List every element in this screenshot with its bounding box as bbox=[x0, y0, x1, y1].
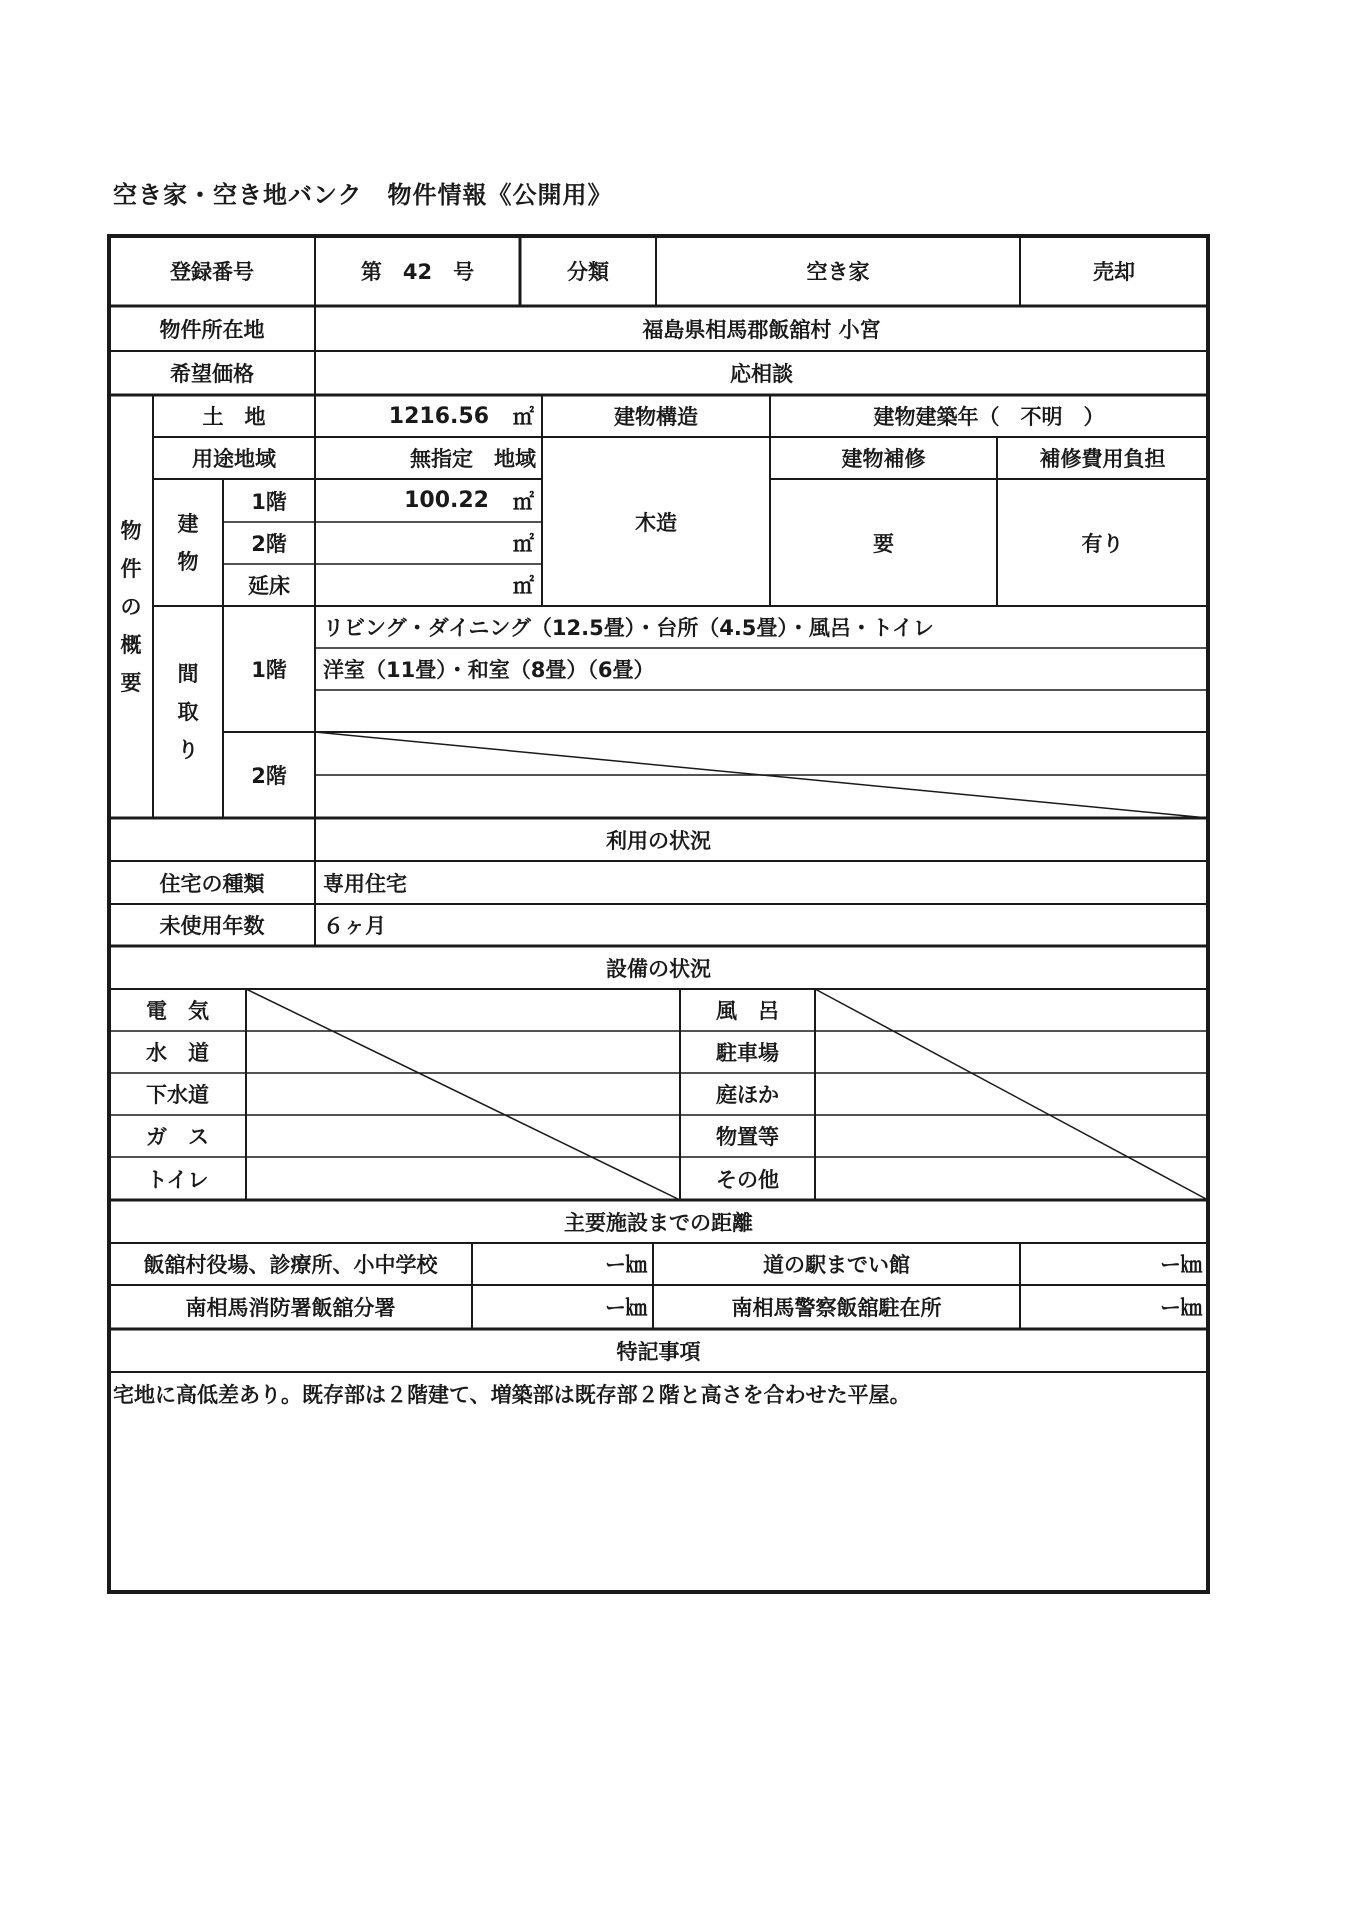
category-label: 分類 bbox=[567, 260, 609, 284]
distance-fire-station-value: ー㎞ bbox=[605, 1296, 647, 1320]
repair-cost-label: 補修費用負担 bbox=[1039, 447, 1166, 471]
overview-label: 物 件 の 概 要 bbox=[120, 518, 142, 695]
build-year-label: 建物建築年（ 不明 ） bbox=[873, 405, 1105, 429]
facility-other-label: その他 bbox=[716, 1167, 779, 1192]
building-label: 建 物 bbox=[177, 511, 199, 574]
distance-police-box-label: 南相馬警察飯舘駐在所 bbox=[731, 1296, 942, 1320]
distance-village-office-value: ー㎞ bbox=[605, 1253, 647, 1277]
land-area-unit: ㎡ bbox=[513, 405, 534, 429]
facilities-section-title: 設備の状況 bbox=[606, 956, 711, 981]
distance-police-box-value: ー㎞ bbox=[1160, 1296, 1202, 1320]
distance-fire-station-label: 南相馬消防署飯舘分署 bbox=[185, 1296, 396, 1320]
floor2-label: 2階 bbox=[251, 532, 287, 556]
remarks-text: 宅地に高低差あり。既存部は２階建て、増築部は既存部２階と高さを合わせた平屋。 bbox=[113, 1383, 911, 1407]
floor1-area-unit: ㎡ bbox=[513, 489, 534, 514]
land-label: 土 地 bbox=[202, 405, 266, 429]
total-floor-area-unit: ㎡ bbox=[513, 574, 534, 598]
distances-section-title: 主要施設までの距離 bbox=[564, 1210, 753, 1235]
layout-floor1-line1: リビング・ダイニング（12.5畳）・台所（4.5畳）・風呂・トイレ bbox=[323, 616, 934, 640]
price-value: 応相談 bbox=[730, 362, 793, 386]
sale-type: 売却 bbox=[1093, 260, 1135, 284]
document-title: 空き家・空き地バンク 物件情報《公開用》 bbox=[113, 181, 613, 209]
house-type-value: 専用住宅 bbox=[323, 871, 407, 896]
remarks-section-title: 特記事項 bbox=[616, 1339, 701, 1364]
layout-floor2-label: 2階 bbox=[251, 764, 287, 788]
floor2-area-unit: ㎡ bbox=[513, 532, 534, 556]
structure-label: 建物構造 bbox=[614, 405, 698, 429]
layout-floor1-label: 1階 bbox=[251, 658, 287, 682]
distance-roadside-station-value: ー㎞ bbox=[1160, 1253, 1202, 1277]
usage-section-title: 利用の状況 bbox=[606, 828, 711, 853]
location-value: 福島県相馬郡飯舘村 小宮 bbox=[642, 317, 881, 342]
facility-electricity-label: 電 気 bbox=[146, 999, 209, 1023]
facility-parking-label: 駐車場 bbox=[716, 1041, 779, 1065]
facility-water-label: 水 道 bbox=[146, 1041, 209, 1065]
unused-years-value: ６ヶ月 bbox=[323, 914, 386, 938]
category-value: 空き家 bbox=[806, 260, 870, 284]
facility-bath-label: 風 呂 bbox=[716, 999, 779, 1023]
facility-gas-label: ガ ス bbox=[146, 1125, 209, 1149]
registration-number-value: 第 42 号 bbox=[360, 260, 475, 284]
total-floor-label: 延床 bbox=[248, 574, 290, 598]
unused-years-label: 未使用年数 bbox=[159, 914, 265, 938]
facility-sewer-label: 下水道 bbox=[146, 1083, 209, 1107]
floor1-area-value: 100.22 bbox=[404, 488, 489, 513]
zoning-label: 用途地域 bbox=[192, 447, 276, 471]
zoning-value: 無指定 地域 bbox=[410, 447, 536, 471]
repair-label: 建物補修 bbox=[841, 447, 926, 471]
distance-roadside-station-label: 道の駅までい館 bbox=[763, 1253, 910, 1277]
repair-value: 要 bbox=[873, 531, 894, 556]
facility-garden-label: 庭ほか bbox=[716, 1083, 779, 1107]
repair-cost-value: 有り bbox=[1081, 531, 1124, 556]
land-area-value: 1216.56 bbox=[388, 403, 489, 429]
house-type-label: 住宅の種類 bbox=[159, 871, 265, 896]
location-label: 物件所在地 bbox=[159, 317, 265, 342]
layout-floor1-line2: 洋室（11畳）・和室（8畳）（6畳） bbox=[323, 658, 655, 682]
price-label: 希望価格 bbox=[170, 362, 254, 386]
floor1-label: 1階 bbox=[251, 489, 287, 514]
structure-value: 木造 bbox=[635, 510, 677, 535]
facility-storage-label: 物置等 bbox=[716, 1125, 779, 1149]
registration-number-label: 登録番号 bbox=[170, 260, 254, 284]
facility-toilet-label: トイレ bbox=[146, 1167, 209, 1192]
layout-label: 間 取 り bbox=[177, 662, 199, 762]
distance-village-office-label: 飯舘村役場、診療所、小中学校 bbox=[143, 1253, 438, 1277]
